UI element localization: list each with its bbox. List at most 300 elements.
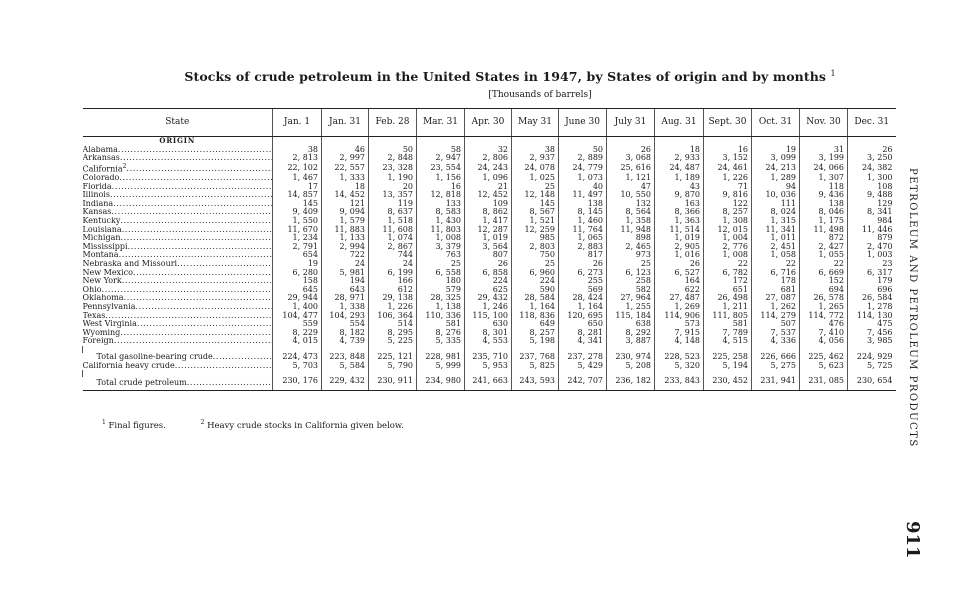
- value-cell: 582: [607, 286, 655, 295]
- value-cell: 226, 666: [752, 353, 800, 362]
- value-cell: 11, 497: [559, 191, 607, 200]
- value-cell: 16: [704, 146, 752, 155]
- value-cell: 12, 287: [465, 226, 512, 235]
- value-cell: 1, 333: [322, 174, 369, 183]
- value-cell: 9, 094: [322, 208, 369, 217]
- value-cell: 5, 225: [369, 337, 417, 346]
- state-label: [83, 174, 273, 183]
- value-cell: 27, 487: [655, 294, 704, 303]
- value-cell: 5, 584: [322, 362, 369, 371]
- value-cell: 11, 498: [800, 226, 848, 235]
- value-cell: 1, 226: [704, 174, 752, 183]
- value-cell: 104, 293: [322, 312, 369, 321]
- value-cell: 694: [800, 286, 848, 295]
- value-cell: 4, 148: [655, 337, 704, 346]
- value-cell: 2, 427: [800, 243, 848, 252]
- value-cell: 3, 152: [704, 154, 752, 163]
- value-cell: 119: [369, 200, 417, 209]
- value-cell: 1, 518: [369, 217, 417, 226]
- value-cell: 6, 527: [655, 269, 704, 278]
- value-cell: 164: [655, 277, 704, 286]
- value-cell: 1, 175: [800, 217, 848, 226]
- value-cell: 1, 550: [273, 217, 322, 226]
- value-cell: 2, 806: [465, 154, 512, 163]
- state-label: [83, 260, 273, 269]
- value-cell: 8, 145: [559, 208, 607, 217]
- value-cell: 122: [704, 200, 752, 209]
- value-cell: 11, 446: [848, 226, 896, 235]
- state-label: [83, 208, 273, 217]
- value-cell: 26, 584: [848, 294, 896, 303]
- value-cell: 1, 133: [322, 234, 369, 243]
- value-cell: 3, 099: [752, 154, 800, 163]
- value-cell: 43: [655, 183, 704, 192]
- value-cell: 132: [607, 200, 655, 209]
- value-cell: 8, 583: [417, 208, 465, 217]
- total-row: [83, 377, 896, 390]
- value-cell: 38: [512, 146, 559, 155]
- value-cell: 32: [465, 146, 512, 155]
- value-cell: 243, 593: [512, 377, 559, 390]
- value-cell: 224, 929: [848, 353, 896, 362]
- value-cell: 29, 944: [273, 294, 322, 303]
- value-cell: 1, 121: [607, 174, 655, 183]
- footnote-text: Heavy crude stocks in California given below.: [207, 420, 404, 431]
- value-cell: 106, 364: [369, 312, 417, 321]
- value-cell: 23, 328: [369, 163, 417, 174]
- table-body: [83, 137, 896, 391]
- total-label: California heavy crude .....: [83, 362, 273, 371]
- value-cell: 228, 981: [417, 353, 465, 362]
- state-label: [83, 320, 273, 329]
- value-cell: 27, 087: [752, 294, 800, 303]
- table-title-text: Stocks of crude petroleum in the United States in 1947, by States of origin and by months: [184, 69, 827, 85]
- value-cell: 178: [752, 277, 800, 286]
- value-cell: 26, 498: [704, 294, 752, 303]
- value-cell: 26: [607, 146, 655, 155]
- value-cell: 3, 985: [848, 337, 896, 346]
- value-cell: 236, 182: [607, 377, 655, 390]
- state-name: Nebraska and Missouri: [82, 259, 178, 268]
- state-label: [83, 191, 273, 200]
- value-cell: 2, 994: [322, 243, 369, 252]
- value-cell: 2, 905: [655, 243, 704, 252]
- column-header-month: Sept. 30: [704, 109, 752, 137]
- table-row: [83, 337, 896, 346]
- running-head: PETROLEUM AND PETROLEUM PRODUCTS: [907, 168, 918, 448]
- value-cell: 50: [559, 146, 607, 155]
- value-cell: 8, 292: [607, 329, 655, 338]
- value-cell: 9, 488: [848, 191, 896, 200]
- value-cell: 5, 623: [800, 362, 848, 371]
- value-cell: 24, 487: [655, 163, 704, 174]
- value-cell: 649: [512, 320, 559, 329]
- value-cell: 10, 550: [607, 191, 655, 200]
- column-header-month: Aug. 31: [655, 109, 704, 137]
- value-cell: 696: [848, 286, 896, 295]
- column-header-state: State: [83, 109, 273, 137]
- value-cell: 1, 579: [322, 217, 369, 226]
- value-cell: 11, 341: [752, 226, 800, 235]
- value-cell: 8, 281: [559, 329, 607, 338]
- table-row: [83, 191, 896, 200]
- value-cell: 2, 813: [273, 154, 322, 163]
- state-label: [83, 234, 273, 243]
- value-cell: 1, 058: [752, 251, 800, 260]
- value-cell: 16: [417, 183, 465, 192]
- value-cell: 645: [273, 286, 322, 295]
- value-cell: 1, 211: [704, 303, 752, 312]
- value-cell: 1, 278: [848, 303, 896, 312]
- state-name: Louisiana: [82, 225, 122, 234]
- value-cell: 163: [655, 200, 704, 209]
- state-name: Pennsylvania: [82, 302, 136, 311]
- value-cell: 1, 315: [752, 217, 800, 226]
- value-cell: 8, 301: [465, 329, 512, 338]
- value-cell: 11, 608: [369, 226, 417, 235]
- state-label: [83, 269, 273, 278]
- value-cell: 172: [704, 277, 752, 286]
- value-cell: 579: [417, 286, 465, 295]
- value-cell: 750: [512, 251, 559, 260]
- value-cell: 8, 295: [369, 329, 417, 338]
- value-cell: 2, 933: [655, 154, 704, 163]
- empty-cell: [83, 370, 273, 377]
- value-cell: 28, 971: [322, 294, 369, 303]
- value-cell: 9, 409: [273, 208, 322, 217]
- value-cell: 2, 997: [322, 154, 369, 163]
- value-cell: 475: [848, 320, 896, 329]
- value-cell: 643: [322, 286, 369, 295]
- value-cell: 24, 066: [800, 163, 848, 174]
- value-cell: 21: [465, 183, 512, 192]
- value-cell: 514: [369, 320, 417, 329]
- value-cell: 1, 300: [848, 174, 896, 183]
- value-cell: 7, 456: [848, 329, 896, 338]
- value-cell: 145: [512, 200, 559, 209]
- value-cell: 118, 836: [512, 312, 559, 321]
- value-cell: 94: [752, 183, 800, 192]
- value-cell: 5, 999: [417, 362, 465, 371]
- value-cell: 8, 637: [369, 208, 417, 217]
- value-cell: 985: [512, 234, 559, 243]
- value-cell: 133: [417, 200, 465, 209]
- state-name: Oklahoma: [82, 294, 124, 303]
- state-name: Colorado: [82, 174, 120, 183]
- value-cell: 1, 226: [369, 303, 417, 312]
- value-cell: 8, 862: [465, 208, 512, 217]
- value-cell: 24, 243: [465, 163, 512, 174]
- value-cell: 1, 164: [512, 303, 559, 312]
- value-cell: 7, 537: [752, 329, 800, 338]
- value-cell: 7, 410: [800, 329, 848, 338]
- value-cell: 476: [800, 320, 848, 329]
- state-label: [83, 303, 273, 312]
- value-cell: 11, 764: [559, 226, 607, 235]
- value-cell: 14, 857: [273, 191, 322, 200]
- value-cell: 4, 739: [322, 337, 369, 346]
- state-label: [83, 146, 273, 155]
- value-cell: 622: [655, 286, 704, 295]
- value-cell: 3, 887: [607, 337, 655, 346]
- value-cell: 8, 567: [512, 208, 559, 217]
- value-cell: 29, 138: [369, 294, 417, 303]
- value-cell: 26: [655, 260, 704, 269]
- value-cell: 6, 273: [559, 269, 607, 278]
- value-cell: 29, 432: [465, 294, 512, 303]
- value-cell: 235, 710: [465, 353, 512, 362]
- value-cell: 817: [559, 251, 607, 260]
- value-cell: 2, 776: [704, 243, 752, 252]
- value-cell: 31: [800, 146, 848, 155]
- value-cell: 26: [848, 146, 896, 155]
- value-cell: 237, 278: [559, 353, 607, 362]
- column-header-month: Oct. 31: [752, 109, 800, 137]
- table-row: [83, 269, 896, 278]
- table-header: [83, 109, 896, 137]
- value-cell: 1, 138: [417, 303, 465, 312]
- value-cell: 3, 564: [465, 243, 512, 252]
- value-cell: 973: [607, 251, 655, 260]
- value-cell: 9, 816: [704, 191, 752, 200]
- value-cell: 1, 065: [559, 234, 607, 243]
- value-cell: 11, 803: [417, 226, 465, 235]
- value-cell: 18: [322, 183, 369, 192]
- value-cell: 3, 379: [417, 243, 465, 252]
- value-cell: 9, 870: [655, 191, 704, 200]
- table-row: [83, 174, 896, 183]
- state-name: West Virginia: [82, 320, 137, 329]
- value-cell: 110, 336: [417, 312, 465, 321]
- value-cell: 38: [273, 146, 322, 155]
- state-label: [83, 329, 273, 338]
- value-cell: 507: [752, 320, 800, 329]
- value-cell: 651: [704, 286, 752, 295]
- value-cell: 1, 008: [417, 234, 465, 243]
- value-cell: 71: [704, 183, 752, 192]
- column-header-month: Feb. 28: [369, 109, 417, 137]
- value-cell: 2, 937: [512, 154, 559, 163]
- value-cell: 650: [559, 320, 607, 329]
- value-cell: 104, 477: [273, 312, 322, 321]
- value-cell: 25: [417, 260, 465, 269]
- value-cell: 6, 558: [417, 269, 465, 278]
- value-cell: 19: [752, 146, 800, 155]
- state-name: Kentucky: [82, 217, 121, 225]
- value-cell: 224, 473: [273, 353, 322, 362]
- value-cell: 6, 858: [465, 269, 512, 278]
- value-cell: 898: [607, 234, 655, 243]
- value-cell: 654: [273, 251, 322, 260]
- state-name: Ohio: [82, 285, 102, 294]
- footnote-mark: 2: [200, 419, 205, 426]
- value-cell: 11, 514: [655, 226, 704, 235]
- value-cell: 2, 451: [752, 243, 800, 252]
- value-cell: 11, 948: [607, 226, 655, 235]
- value-cell: 1, 460: [559, 217, 607, 226]
- value-cell: 569: [559, 286, 607, 295]
- value-cell: 231, 941: [752, 377, 800, 390]
- value-cell: 879: [848, 234, 896, 243]
- state-label: [83, 200, 273, 209]
- value-cell: 8, 341: [848, 208, 896, 217]
- value-cell: 5, 429: [559, 362, 607, 371]
- value-cell: 1, 269: [655, 303, 704, 312]
- empty-cell: [83, 346, 273, 353]
- value-cell: 638: [607, 320, 655, 329]
- value-cell: 8, 276: [417, 329, 465, 338]
- value-cell: 1, 358: [607, 217, 655, 226]
- value-cell: 28, 584: [512, 294, 559, 303]
- value-cell: 230, 654: [848, 377, 896, 390]
- value-cell: 24, 078: [512, 163, 559, 174]
- value-cell: 10, 036: [752, 191, 800, 200]
- total-row: [83, 362, 896, 371]
- value-cell: 47: [607, 183, 655, 192]
- value-cell: 5, 790: [369, 362, 417, 371]
- value-cell: 2, 791: [273, 243, 322, 252]
- value-cell: 630: [465, 320, 512, 329]
- value-cell: 1, 019: [655, 234, 704, 243]
- value-cell: 179: [848, 277, 896, 286]
- column-header-month: Jan. 31: [322, 109, 369, 137]
- state-name: Montana: [82, 251, 119, 260]
- value-cell: 11, 883: [322, 226, 369, 235]
- value-cell: 108: [848, 183, 896, 192]
- value-cell: 28, 424: [559, 294, 607, 303]
- value-cell: 58: [417, 146, 465, 155]
- value-cell: 1, 400: [273, 303, 322, 312]
- value-cell: 46: [322, 146, 369, 155]
- table-row: [83, 277, 896, 286]
- value-cell: 5, 320: [655, 362, 704, 371]
- value-cell: 1, 521: [512, 217, 559, 226]
- value-cell: 8, 229: [273, 329, 322, 338]
- value-cell: 1, 363: [655, 217, 704, 226]
- value-cell: 5, 953: [465, 362, 512, 371]
- value-cell: 11, 670: [273, 226, 322, 235]
- value-cell: 1, 190: [369, 174, 417, 183]
- value-cell: 554: [322, 320, 369, 329]
- state-name: Alabama: [82, 145, 118, 154]
- value-cell: 6, 280: [273, 269, 322, 278]
- value-cell: 4, 056: [800, 337, 848, 346]
- value-cell: 5, 981: [322, 269, 369, 278]
- value-cell: 24: [369, 260, 417, 269]
- value-cell: 2, 848: [369, 154, 417, 163]
- value-cell: 24, 213: [752, 163, 800, 174]
- value-cell: 6, 960: [512, 269, 559, 278]
- value-cell: 763: [417, 251, 465, 260]
- value-cell: 1, 055: [800, 251, 848, 260]
- state-label: [83, 243, 273, 252]
- value-cell: 129: [848, 200, 896, 209]
- value-cell: 1, 003: [848, 251, 896, 260]
- value-cell: 4, 553: [465, 337, 512, 346]
- state-label: [83, 226, 273, 235]
- footnotes: [102, 419, 436, 431]
- column-header-month: June 30: [559, 109, 607, 137]
- value-cell: 3, 068: [607, 154, 655, 163]
- column-header-month: Dec. 31: [848, 109, 896, 137]
- value-cell: 12, 818: [417, 191, 465, 200]
- state-label: [83, 154, 273, 163]
- state-label: [83, 163, 273, 174]
- value-cell: 228, 523: [655, 353, 704, 362]
- value-cell: 118: [800, 183, 848, 192]
- value-cell: 1, 008: [704, 251, 752, 260]
- value-cell: 138: [559, 200, 607, 209]
- value-cell: 194: [322, 277, 369, 286]
- value-cell: 23: [848, 260, 896, 269]
- value-cell: 8, 564: [607, 208, 655, 217]
- value-cell: 24, 779: [559, 163, 607, 174]
- value-cell: 1, 255: [607, 303, 655, 312]
- value-cell: 1, 164: [559, 303, 607, 312]
- value-cell: 12, 015: [704, 226, 752, 235]
- value-cell: 5, 725: [848, 362, 896, 371]
- state-label: [83, 183, 273, 192]
- state-name: Texas: [82, 311, 106, 320]
- value-cell: 1, 011: [752, 234, 800, 243]
- state-label: [83, 217, 273, 226]
- value-cell: 25: [512, 183, 559, 192]
- value-cell: 1, 430: [417, 217, 465, 226]
- value-cell: 237, 768: [512, 353, 559, 362]
- value-cell: 1, 073: [559, 174, 607, 183]
- value-cell: 6, 123: [607, 269, 655, 278]
- value-cell: 1, 019: [465, 234, 512, 243]
- value-cell: 19: [273, 260, 322, 269]
- value-cell: 1, 025: [512, 174, 559, 183]
- footnote-text: Final figures.: [108, 420, 166, 431]
- state-label: [83, 312, 273, 321]
- value-cell: 234, 980: [417, 377, 465, 390]
- header-row: [83, 109, 896, 137]
- value-cell: 1, 289: [752, 174, 800, 183]
- value-cell: 40: [559, 183, 607, 192]
- value-cell: 5, 198: [512, 337, 559, 346]
- value-cell: 22: [704, 260, 752, 269]
- state-name: Michigan: [82, 234, 121, 243]
- value-cell: 5, 275: [752, 362, 800, 371]
- value-cell: 24, 382: [848, 163, 896, 174]
- value-cell: 4, 015: [273, 337, 322, 346]
- state-name: Kansas: [82, 208, 112, 217]
- value-cell: 8, 024: [752, 208, 800, 217]
- value-cell: 6, 317: [848, 269, 896, 278]
- value-cell: 3, 250: [848, 154, 896, 163]
- state-name: Florida: [82, 182, 112, 191]
- table-row: [83, 251, 896, 260]
- column-header-month: Nov. 30: [800, 109, 848, 137]
- value-cell: 1, 189: [655, 174, 704, 183]
- value-cell: 1, 096: [465, 174, 512, 183]
- value-cell: 1, 417: [465, 217, 512, 226]
- value-cell: 5, 703: [273, 362, 322, 371]
- value-cell: 8, 257: [704, 208, 752, 217]
- value-cell: 1, 156: [417, 174, 465, 183]
- value-cell: 1, 004: [704, 234, 752, 243]
- value-cell: 24, 461: [704, 163, 752, 174]
- state-name: Foreign: [82, 337, 114, 346]
- value-cell: 1, 308: [704, 217, 752, 226]
- state-name: New Mexico: [82, 268, 133, 277]
- value-cell: 4, 341: [559, 337, 607, 346]
- value-cell: 7, 789: [704, 329, 752, 338]
- value-cell: 224: [465, 277, 512, 286]
- value-cell: 230, 911: [369, 377, 417, 390]
